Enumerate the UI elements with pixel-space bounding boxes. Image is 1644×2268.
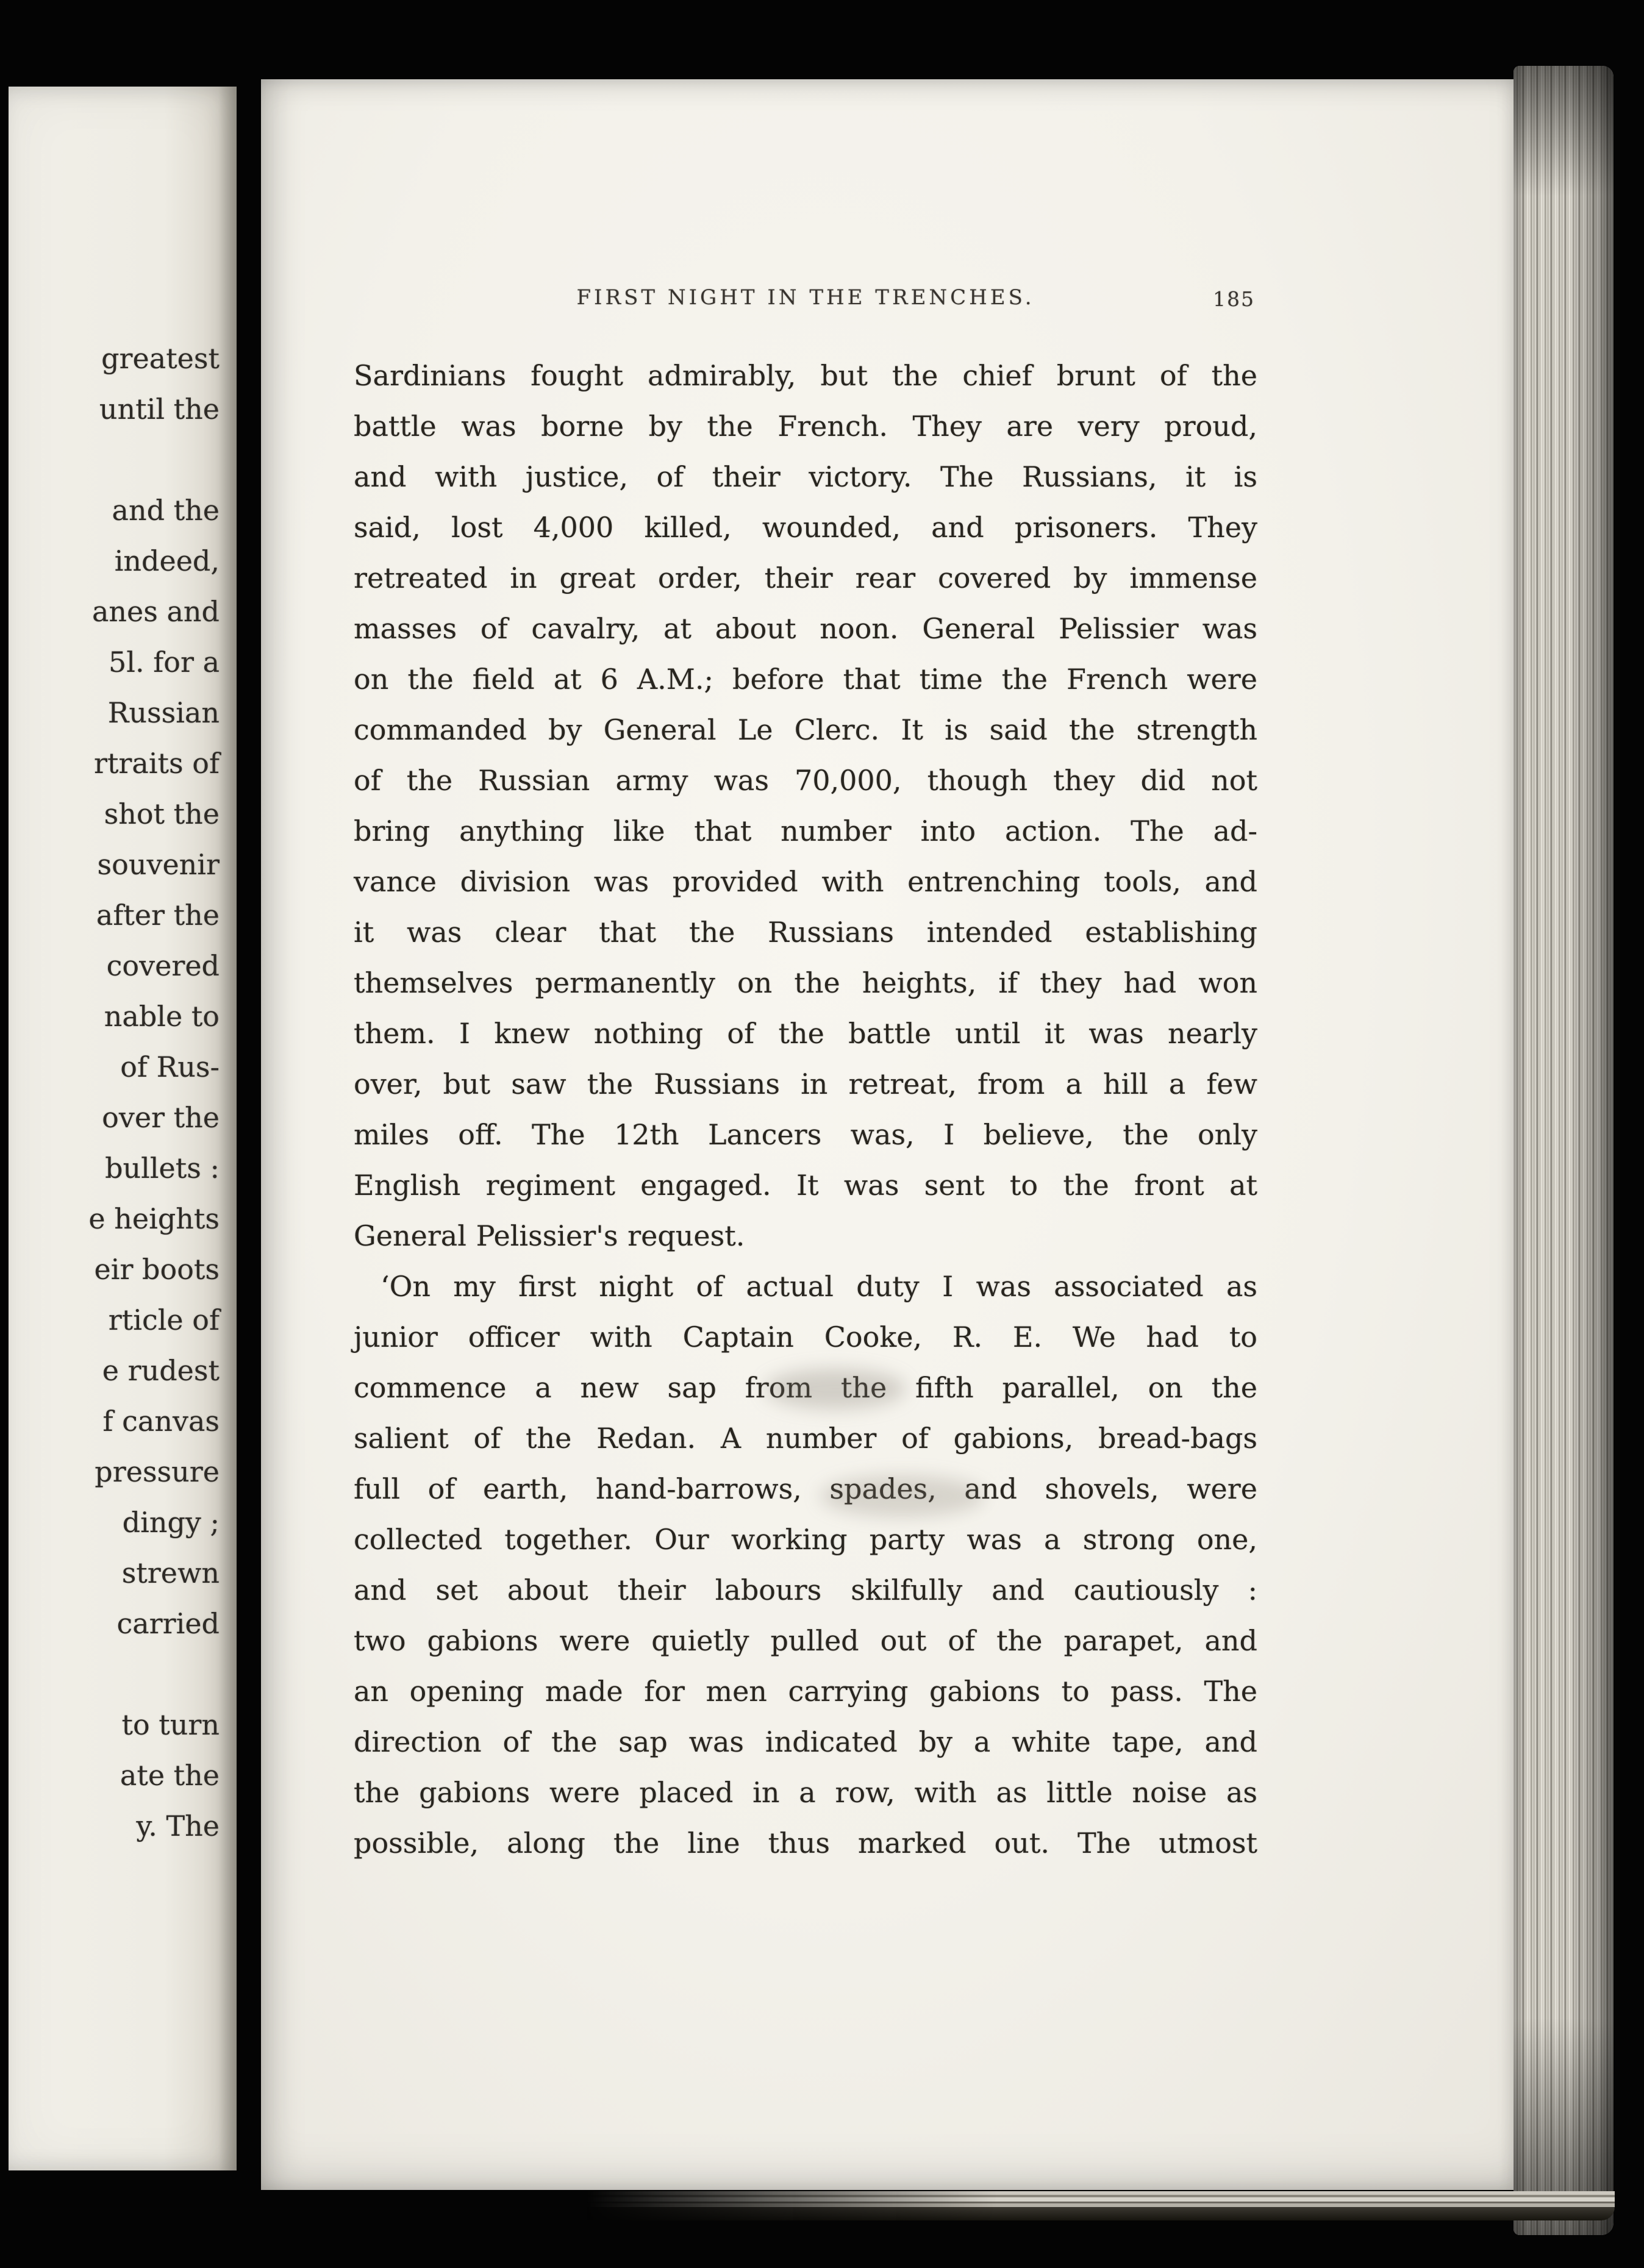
left-fragment-line: strewn	[121, 1557, 220, 1589]
left-fragment-line	[17, 435, 220, 485]
text-line: collected together. Our working party was a strong one,	[354, 1523, 1257, 1556]
scan-smudge	[820, 1475, 985, 1517]
text-line: of the Russian army was 70,000, though they did not	[354, 764, 1257, 797]
text-line: an opening made for men carrying gabions to pass. The	[354, 1675, 1257, 1708]
left-fragment-line: anes and	[92, 595, 220, 628]
left-fragment-line: to turn	[121, 1708, 220, 1741]
left-fragment-line: bullets :	[105, 1152, 220, 1185]
text-line: commence a new sap from the fifth parallel, on the	[354, 1371, 1257, 1404]
left-fragment-line: e rudest	[102, 1354, 220, 1387]
left-fragment-line: carried	[116, 1607, 220, 1640]
text-line: English regiment engaged. It was sent to the front at	[354, 1169, 1257, 1202]
text-line: it was clear that the Russians intended establishing	[354, 916, 1257, 949]
left-fragment-line: e heights	[88, 1202, 220, 1235]
text-line: junior officer with Captain Cooke, R. E. We had to	[354, 1321, 1257, 1353]
left-fragment-line: of Rus-	[120, 1050, 220, 1083]
left-fragment-line: nable to	[104, 1000, 220, 1033]
left-fragment-line	[17, 1649, 220, 1700]
left-fragment-line: ate the	[120, 1759, 220, 1792]
stacked-page-edges	[1514, 66, 1614, 2235]
text-line: said, lost 4,000 killed, wounded, and prisoners. They	[354, 511, 1257, 544]
text-line: direction of the sap was indicated by a white tape, and	[354, 1725, 1257, 1758]
text-line: the gabions were placed in a row, with as little noise as	[354, 1776, 1257, 1809]
text-line: commanded by General Le Clerc. It is said the strength	[354, 713, 1257, 746]
left-fragment-line: greatest	[101, 342, 220, 375]
left-fragment-line: eir boots	[94, 1253, 220, 1286]
left-fragment-line: f canvas	[102, 1405, 220, 1438]
text-line: over, but saw the Russians in retreat, from a hill a few	[354, 1068, 1257, 1100]
text-line: and set about their labours skilfully and cautiously :	[354, 1574, 1257, 1606]
left-fragment-line: covered	[106, 949, 220, 982]
left-fragment-line: rticle of	[108, 1303, 220, 1336]
page-number: 185	[1213, 287, 1255, 311]
text-line-paragraph-start: ‘On my first night of actual duty I was associated as	[381, 1270, 1257, 1303]
text-line: miles off. The 12th Lancers was, I believe, the only	[354, 1118, 1257, 1151]
text-line: masses of cavalry, at about noon. General Pelissier was	[354, 612, 1257, 645]
left-fragment-line: souvenir	[97, 848, 220, 881]
text-line: them. I knew nothing of the battle until it was nearly	[354, 1017, 1257, 1050]
text-line: battle was borne by the French. They are very proud,	[354, 410, 1257, 443]
text-line: on the field at 6 A.M.; before that time the French were	[354, 663, 1257, 696]
main-book-page	[261, 79, 1515, 2190]
left-facing-page-sliver	[9, 87, 237, 2170]
left-fragment-line: indeed,	[114, 544, 220, 577]
left-fragment-line: dingy ;	[122, 1506, 220, 1539]
text-line: retreated in great order, their rear covered by immense	[354, 562, 1257, 594]
text-line: Sardinians fought admirably, but the chief brunt of the	[354, 359, 1257, 392]
text-line: two gabions were quietly pulled out of the parapet, and	[354, 1624, 1257, 1657]
left-fragment-line: after the	[96, 899, 220, 932]
scan-smudge	[765, 1369, 906, 1409]
left-fragment-line: until the	[99, 393, 220, 426]
running-header	[354, 285, 1257, 322]
left-fragment-line: 5l. for a	[109, 646, 220, 679]
left-fragment-line: y. The	[136, 1810, 220, 1842]
text-line: vance division was provided with entrenching tools, and	[354, 865, 1257, 898]
left-fragment-line: shot the	[104, 797, 220, 830]
left-fragment-line: rtraits of	[93, 747, 220, 780]
text-line: possible, along the line thus marked out. The utmost	[354, 1827, 1257, 1860]
body-text	[354, 351, 1257, 1869]
page-title: FIRST NIGHT IN THE TRENCHES.	[576, 285, 1035, 310]
text-line: bring anything like that number into action. The ad-	[354, 815, 1257, 847]
left-fragment-line: and the	[112, 494, 220, 527]
text-line: and with justice, of their victory. The Russians, it is	[354, 460, 1257, 493]
text-line: full of earth, hand-barrows, spades, and shovels, were	[354, 1472, 1257, 1505]
left-page-text-fragments	[17, 333, 220, 1852]
left-fragment-line: pressure	[95, 1455, 220, 1488]
left-fragment-line: Russian	[107, 696, 220, 729]
text-line-paragraph-end: General Pelissier's request.	[354, 1219, 745, 1252]
left-fragment-line: over the	[102, 1101, 220, 1134]
text-line: salient of the Redan. A number of gabions, bread-bags	[354, 1422, 1257, 1455]
page-bottom-edges	[585, 2191, 1615, 2220]
text-line: themselves permanently on the heights, if they had won	[354, 966, 1257, 999]
